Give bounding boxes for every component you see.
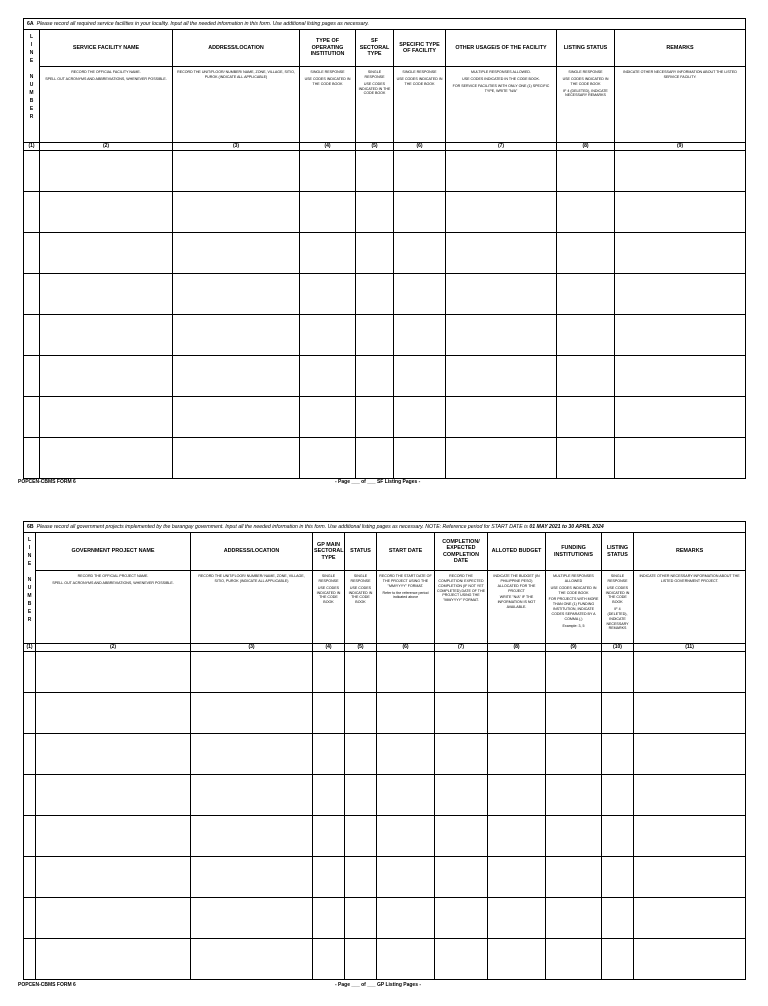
line-number-header: L I N E N U M B E R [24, 533, 36, 644]
column-header: LISTING STATUS [602, 533, 634, 571]
column-header: SF SECTORAL TYPE [356, 30, 394, 67]
entry-cell[interactable] [377, 693, 435, 734]
entry-cell[interactable] [394, 192, 446, 233]
entry-cell[interactable] [602, 857, 634, 898]
instruction-line: IF 4 (DELETED), INDICATE NECESSARY REMARKS [606, 607, 629, 631]
column-header: REMARKS [634, 533, 746, 571]
instruction-line: SINGLE RESPONSE [364, 70, 385, 79]
column-header: START DATE [377, 533, 435, 571]
line-number-cell[interactable] [24, 775, 36, 816]
entry-cell[interactable] [40, 274, 173, 315]
entry-cell[interactable] [356, 274, 394, 315]
entry-cell[interactable] [394, 233, 446, 274]
instruction-line: RECORD THE OFFICIAL FACILITY NAME. [71, 70, 141, 74]
entry-cell[interactable] [300, 192, 356, 233]
entry-cell[interactable] [300, 274, 356, 315]
entry-cell[interactable] [394, 274, 446, 315]
entry-cell[interactable] [191, 816, 313, 857]
entry-cell[interactable] [446, 192, 557, 233]
entry-cell[interactable] [377, 898, 435, 939]
line-number-cell[interactable] [24, 857, 36, 898]
entry-cell[interactable] [40, 192, 173, 233]
instruction-line: FOR SERVICE FACILITIES WITH ONLY ONE (1) SPECIFIC TYPE, WRITE "N/A" [452, 83, 550, 93]
column-header: REMARKS [615, 30, 746, 67]
entry-cell[interactable] [345, 652, 377, 693]
instruction-line: Example: 3, 5 [562, 623, 585, 628]
entry-cell[interactable] [356, 151, 394, 192]
entry-cell[interactable] [557, 438, 615, 479]
column-number: (7) [446, 143, 557, 151]
entry-row [24, 652, 746, 693]
entry-cell[interactable] [446, 438, 557, 479]
entry-cell[interactable] [377, 939, 435, 980]
entry-cell[interactable] [377, 652, 435, 693]
entry-cell[interactable] [602, 939, 634, 980]
entry-cell[interactable] [615, 397, 746, 438]
entry-cell[interactable] [488, 857, 546, 898]
entry-row [24, 775, 746, 816]
entry-cell[interactable] [435, 652, 488, 693]
instruction-line: USE CODES INDICATED IN THE CODE BOOK [358, 81, 391, 96]
column-number: (4) [313, 644, 345, 652]
entry-cell[interactable] [602, 898, 634, 939]
entry-cell[interactable] [356, 356, 394, 397]
entry-cell[interactable] [191, 857, 313, 898]
entry-cell[interactable] [300, 233, 356, 274]
entry-cell[interactable] [546, 693, 602, 734]
form-6a-footer [18, 479, 745, 487]
column-instructions [345, 571, 377, 644]
entry-cell[interactable] [488, 734, 546, 775]
entry-cell[interactable] [546, 775, 602, 816]
instruction-line: SINGLE RESPONSE [607, 574, 628, 583]
entry-cell[interactable] [557, 151, 615, 192]
column-header: ALLOTED BUDGET [488, 533, 546, 571]
entry-cell[interactable] [300, 438, 356, 479]
instruction-line: USE CODES INDICATED IN THE CODE BOOK [562, 76, 609, 86]
column-instructions [377, 571, 435, 644]
entry-cell[interactable] [615, 233, 746, 274]
entry-cell[interactable] [173, 315, 300, 356]
column-header: SPECIFIC TYPE OF FACILITY [394, 30, 446, 67]
instruction-line: SINGLE RESPONSE [568, 70, 603, 74]
instruction-line: RECORD THE UNIT/FLOOR/ NUMBER/ NAME, ZONE, VILLAGE, SITIO, PUROK (INDICATE ALL APPLICABLE) [198, 574, 305, 583]
instruction-line: SINGLE RESPONSE [402, 70, 437, 74]
entry-cell[interactable] [546, 816, 602, 857]
column-number: (3) [173, 143, 300, 151]
entry-cell[interactable] [300, 356, 356, 397]
entry-cell[interactable] [173, 151, 300, 192]
entry-cell[interactable] [634, 775, 746, 816]
entry-cell[interactable] [435, 693, 488, 734]
column-instructions [40, 67, 173, 143]
entry-cell[interactable] [602, 693, 634, 734]
entry-cell[interactable] [191, 734, 313, 775]
entry-cell[interactable] [313, 652, 345, 693]
column-number: (9) [615, 143, 746, 151]
entry-cell[interactable] [345, 775, 377, 816]
line-number-cell[interactable] [24, 652, 36, 693]
entry-cell[interactable] [345, 816, 377, 857]
entry-cell[interactable] [546, 857, 602, 898]
footer-form-code: POPCEN-CBMS FORM 6 [18, 479, 76, 485]
line-number-cell[interactable] [24, 315, 40, 356]
column-header: LISTING STATUS [557, 30, 615, 67]
entry-cell[interactable] [377, 816, 435, 857]
entry-cell[interactable] [313, 775, 345, 816]
line-number-cell[interactable] [24, 898, 36, 939]
entry-row [24, 693, 746, 734]
entry-cell[interactable] [446, 356, 557, 397]
line-number-cell[interactable] [24, 274, 40, 315]
entry-cell[interactable] [435, 734, 488, 775]
entry-cell[interactable] [313, 816, 345, 857]
instruction-line: RECORD THE UNIT/FLOOR/ NUMBER/ NAME, ZONE, VILLAGE, SITIO, PUROK (INDICATE ALL APPLICABLE) [177, 70, 295, 79]
column-header: TYPE OF OPERATING INSTITUTION [300, 30, 356, 67]
instruction-line: MULTIPLE RESPONSES ALLOWED [553, 574, 594, 583]
entry-cell[interactable] [191, 939, 313, 980]
entry-cell[interactable] [173, 233, 300, 274]
entry-cell[interactable] [40, 438, 173, 479]
instruction-line: WRITE "N/A" IF THE INFORMATION IS NOT AVAILABLE. [497, 595, 536, 610]
entry-cell[interactable] [446, 315, 557, 356]
column-number: (5) [356, 143, 394, 151]
instruction-line: SPELL OUT ACRONYMS AND ABBREVIATIONS, WHENEVER POSSIBLE. [52, 580, 174, 585]
entry-cell[interactable] [446, 397, 557, 438]
entry-cell[interactable] [488, 939, 546, 980]
column-header: GP MAIN SECTORAL TYPE [313, 533, 345, 571]
line-number-cell[interactable] [24, 939, 36, 980]
entry-cell[interactable] [557, 356, 615, 397]
instruction-line: IF 4 (DELETED), INDICATE NECESSARY REMARKS [563, 88, 608, 98]
instruction-line: Refer to the reference period indicated above [382, 590, 429, 600]
entry-cell[interactable] [615, 315, 746, 356]
entry-cell[interactable] [435, 857, 488, 898]
instruction-line: INDICATE OTHER NECESSARY INFORMATION ABOUT THE LISTED GOVERNMENT PROJECT. [639, 574, 740, 583]
instruction-line: SPELL OUT ACRONYMS AND ABBREVIATIONS, WHENEVER POSSIBLE. [45, 76, 167, 81]
entry-cell[interactable] [40, 315, 173, 356]
column-number: (10) [602, 644, 634, 652]
entry-cell[interactable] [40, 397, 173, 438]
column-instructions [191, 571, 313, 644]
entry-cell[interactable] [634, 652, 746, 693]
instruction-line: USE CODES INDICATED IN THE CODE BOOK [605, 585, 630, 605]
entry-cell[interactable] [313, 857, 345, 898]
entry-cell[interactable] [488, 693, 546, 734]
entry-row [24, 857, 746, 898]
column-number: (8) [557, 143, 615, 151]
entry-cell[interactable] [345, 734, 377, 775]
column-number: (4) [300, 143, 356, 151]
entry-cell[interactable] [634, 857, 746, 898]
entry-cell[interactable] [394, 438, 446, 479]
entry-row [24, 734, 746, 775]
column-number: (2) [40, 143, 173, 151]
line-number-header: L I N E N U M B E R [24, 30, 40, 143]
column-instructions [488, 571, 546, 644]
entry-cell[interactable] [356, 233, 394, 274]
column-instructions [446, 67, 557, 143]
instruction-line: INDICATE OTHER NECESSARY INFORMATION ABOUT THE LISTED SERVICE FACILITY. [623, 70, 737, 79]
line-number-cell[interactable] [24, 192, 40, 233]
column-instructions [394, 67, 446, 143]
column-number: (6) [377, 644, 435, 652]
entry-cell[interactable] [313, 693, 345, 734]
reference-period: 01 MAY 2021 to 30 APRIL 2024 [529, 524, 604, 530]
entry-row [24, 356, 746, 397]
column-header: GOVERNMENT PROJECT NAME [36, 533, 191, 571]
line-number-cell[interactable] [24, 397, 40, 438]
entry-cell[interactable] [40, 233, 173, 274]
entry-cell[interactable] [546, 939, 602, 980]
entry-cell[interactable] [36, 734, 191, 775]
entry-row [24, 192, 746, 233]
instruction-line: SINGLE RESPONSE [310, 70, 345, 74]
column-instructions [173, 67, 300, 143]
entry-cell[interactable] [36, 652, 191, 693]
column-instructions [602, 571, 634, 644]
entry-cell[interactable] [40, 151, 173, 192]
line-number-cell[interactable] [24, 151, 40, 192]
instruction-line: MULTIPLE RESPONSES ALLOWED. [470, 70, 532, 74]
entry-cell[interactable] [394, 397, 446, 438]
instruction-line: INDICATE THE BUDGET (IN PHILIPPINE PESO) ALLOCATED FOR THE PROJECT [493, 574, 540, 593]
entry-cell[interactable] [557, 233, 615, 274]
entry-cell[interactable] [345, 939, 377, 980]
column-number: (1) [24, 143, 40, 151]
entry-cell[interactable] [36, 857, 191, 898]
instruction-text: Please record all required service facilities in your locality. Input all the needed information in this form. Use additional listing pages as necessary. [36, 21, 369, 27]
entry-cell[interactable] [345, 898, 377, 939]
entry-cell[interactable] [546, 898, 602, 939]
entry-cell[interactable] [191, 652, 313, 693]
column-instructions [36, 571, 191, 644]
entry-cell[interactable] [36, 939, 191, 980]
entry-cell[interactable] [435, 939, 488, 980]
instruction-row [24, 522, 746, 533]
column-number: (5) [345, 644, 377, 652]
column-instructions [313, 571, 345, 644]
footer-page-count: - Page ___ of ___ SF Listing Pages - [335, 479, 421, 485]
entry-cell[interactable] [313, 898, 345, 939]
entry-cell[interactable] [615, 274, 746, 315]
entry-cell[interactable] [300, 315, 356, 356]
entry-cell[interactable] [446, 233, 557, 274]
entry-cell[interactable] [313, 939, 345, 980]
entry-row [24, 898, 746, 939]
entry-cell[interactable] [557, 274, 615, 315]
entry-cell[interactable] [634, 939, 746, 980]
entry-cell[interactable] [634, 898, 746, 939]
entry-cell[interactable] [377, 857, 435, 898]
entry-cell[interactable] [36, 816, 191, 857]
entry-cell[interactable] [173, 192, 300, 233]
column-number: (9) [546, 644, 602, 652]
footer-page-count: - Page ___ of ___ GP Listing Pages - [335, 982, 422, 988]
entry-cell[interactable] [615, 356, 746, 397]
entry-cell[interactable] [377, 734, 435, 775]
entry-cell[interactable] [634, 734, 746, 775]
entry-cell[interactable] [36, 898, 191, 939]
entry-cell[interactable] [557, 397, 615, 438]
column-number: (11) [634, 644, 746, 652]
line-number-cell[interactable] [24, 356, 40, 397]
column-instructions [300, 67, 356, 143]
column-header: COMPLETION/ EXPECTED COMPLETION DATE [435, 533, 488, 571]
entry-cell[interactable] [345, 857, 377, 898]
form-code: 6A [27, 21, 34, 27]
entry-cell[interactable] [191, 693, 313, 734]
entry-cell[interactable] [615, 151, 746, 192]
column-number: (2) [36, 644, 191, 652]
column-header: ADDRESS/LOCATION [191, 533, 313, 571]
entry-cell[interactable] [435, 898, 488, 939]
column-number: (6) [394, 143, 446, 151]
entry-row [24, 438, 746, 479]
entry-row [24, 233, 746, 274]
entry-cell[interactable] [40, 356, 173, 397]
column-header: ADDRESS/LOCATION [173, 30, 300, 67]
entry-cell[interactable] [634, 693, 746, 734]
column-header: FUNDING INSTITUTION/S [546, 533, 602, 571]
line-number-cell[interactable] [24, 734, 36, 775]
entry-cell[interactable] [488, 775, 546, 816]
form-6b [23, 521, 745, 980]
entry-cell[interactable] [356, 397, 394, 438]
entry-row [24, 315, 746, 356]
instruction-line: RECORD THE START DATE OF THE PROJECT USING THE "MM/YYYY" FORMAT. [379, 574, 432, 588]
entry-cell[interactable] [602, 734, 634, 775]
line-number-cell[interactable] [24, 693, 36, 734]
column-number: (7) [435, 644, 488, 652]
entry-cell[interactable] [345, 693, 377, 734]
instruction-line: RECORD THE COMPLETION/ EXPECTED COMPLETION (IF NOT YET COMPLETED) DATE OF THE PROJECT USING THE "MM/YYYY" FORMAT. [437, 574, 485, 603]
entry-cell[interactable] [394, 356, 446, 397]
instruction-line: SINGLE RESPONSE [318, 574, 339, 583]
column-instructions [615, 67, 746, 143]
instruction-text: Please record all government projects implemented by the barangay government. Input all the needed information in this form. Use additional listing pages as necessary. NOTE: Reference period for START DATE is [36, 524, 528, 530]
entry-cell[interactable] [602, 816, 634, 857]
entry-row [24, 151, 746, 192]
entry-cell[interactable] [488, 898, 546, 939]
entry-cell[interactable] [557, 315, 615, 356]
entry-row [24, 939, 746, 980]
column-instructions [557, 67, 615, 143]
line-number-cell[interactable] [24, 233, 40, 274]
column-number: (8) [488, 644, 546, 652]
entry-cell[interactable] [300, 151, 356, 192]
entry-cell[interactable] [634, 816, 746, 857]
column-instructions [634, 571, 746, 644]
government-project-table [23, 521, 746, 980]
entry-cell[interactable] [173, 438, 300, 479]
entry-cell[interactable] [488, 816, 546, 857]
service-facility-table [23, 18, 746, 479]
instruction-row [24, 19, 746, 30]
entry-cell[interactable] [435, 775, 488, 816]
entry-cell[interactable] [546, 652, 602, 693]
entry-cell[interactable] [36, 693, 191, 734]
entry-cell[interactable] [313, 734, 345, 775]
entry-cell[interactable] [394, 151, 446, 192]
entry-cell[interactable] [356, 315, 394, 356]
column-number: (1) [24, 644, 36, 652]
entry-cell[interactable] [356, 192, 394, 233]
entry-cell[interactable] [173, 397, 300, 438]
column-instructions [356, 67, 394, 143]
entry-row [24, 274, 746, 315]
instruction-line: USE CODES INDICATED IN THE CODE BOOK [396, 76, 443, 86]
instruction-line: USE CODES INDICATED IN THE CODE BOOK. [462, 76, 540, 81]
entry-row [24, 397, 746, 438]
entry-cell[interactable] [356, 438, 394, 479]
entry-cell[interactable] [546, 734, 602, 775]
entry-row [24, 816, 746, 857]
entry-cell[interactable] [488, 652, 546, 693]
entry-cell[interactable] [191, 775, 313, 816]
instruction-line: USE CODES INDICATED IN THE CODE BOOK [304, 76, 351, 86]
instruction-line: SINGLE RESPONSE [350, 574, 371, 583]
form-6b-footer [18, 982, 745, 990]
entry-cell[interactable] [602, 775, 634, 816]
entry-cell[interactable] [602, 652, 634, 693]
instruction-line: USE CODES INDICATED IN THE CODE BOOK [348, 585, 373, 605]
footer-form-code: POPCEN-CBMS FORM 6 [18, 982, 76, 988]
entry-cell[interactable] [300, 397, 356, 438]
entry-cell[interactable] [36, 775, 191, 816]
entry-cell[interactable] [173, 274, 300, 315]
entry-cell[interactable] [191, 898, 313, 939]
entry-cell[interactable] [446, 151, 557, 192]
instruction-line: FOR PROJECTS WITH MORE THAN ONE (1) FUNDING INSTITUTION, INDICATE CODES SEPARATED BY A COMMA (,) [548, 597, 599, 621]
column-header: OTHER USAGE/S OF THE FACILITY [446, 30, 557, 67]
entry-cell[interactable] [435, 816, 488, 857]
line-number-cell[interactable] [24, 438, 40, 479]
instruction-line: USE CODES INDICATED IN THE CODE BOOK [316, 585, 341, 605]
column-instructions [546, 571, 602, 644]
entry-cell[interactable] [377, 775, 435, 816]
column-instructions [435, 571, 488, 644]
entry-cell[interactable] [615, 438, 746, 479]
form-code: 6B [27, 524, 34, 530]
entry-cell[interactable] [446, 274, 557, 315]
column-header: STATUS [345, 533, 377, 571]
column-number: (3) [191, 644, 313, 652]
line-number-cell[interactable] [24, 816, 36, 857]
entry-cell[interactable] [615, 192, 746, 233]
entry-cell[interactable] [394, 315, 446, 356]
entry-cell[interactable] [173, 356, 300, 397]
column-header: SERVICE FACILITY NAME [40, 30, 173, 67]
entry-cell[interactable] [557, 192, 615, 233]
instruction-line: USE CODES INDICATED IN THE CODE BOOK [550, 585, 597, 595]
instruction-line: RECORD THE OFFICIAL PROJECT NAME. [77, 574, 149, 578]
form-6a [23, 18, 745, 479]
